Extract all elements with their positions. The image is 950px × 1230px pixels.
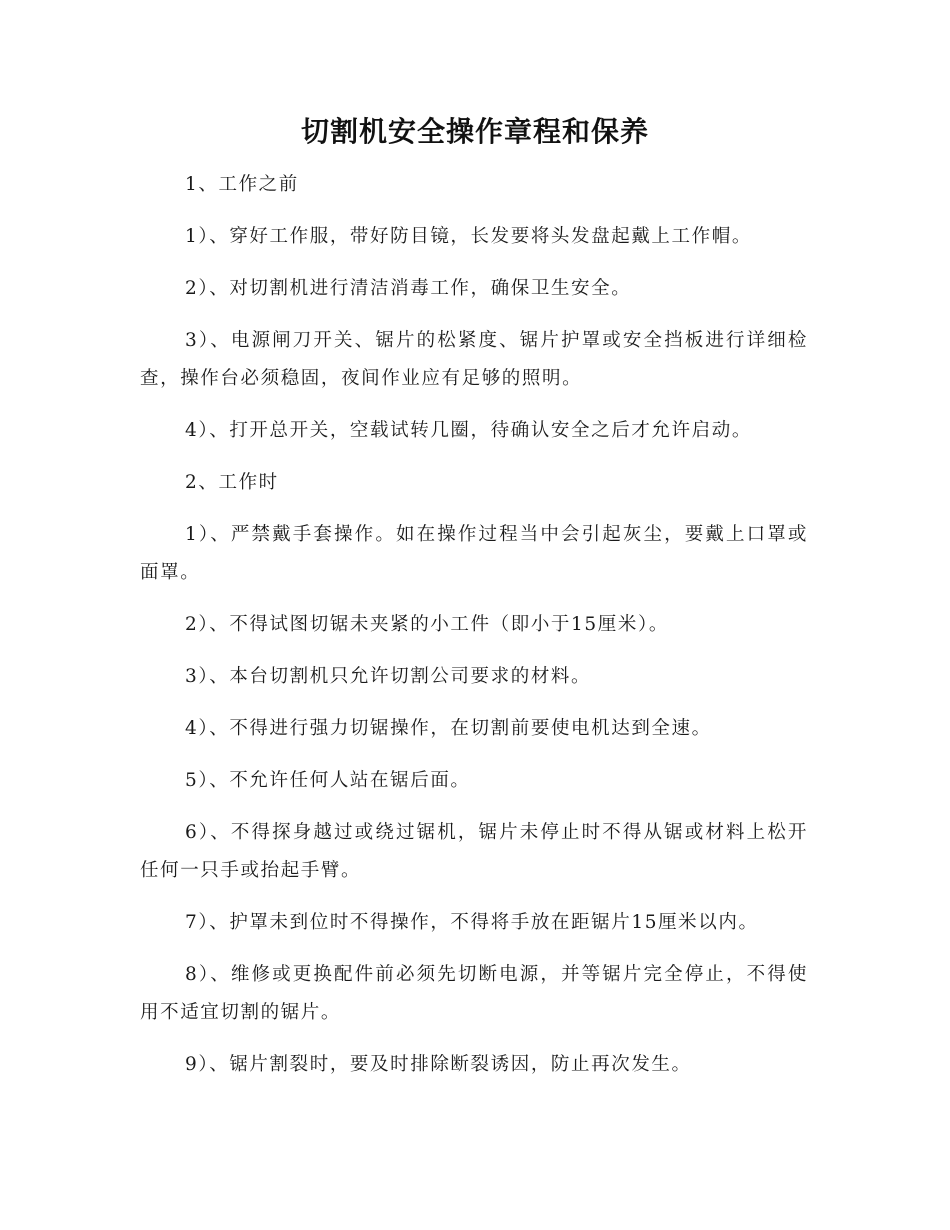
paragraph-2-7: 7）、护罩未到位时不得操作，不得将手放在距锯片15厘米以内。	[185, 912, 759, 933]
paragraph-2-4: 4）、不得进行强力切锯操作，在切割前要使电机达到全速。	[185, 718, 712, 739]
paragraph-1-1: 1）、穿好工作服，带好防目镜，长发要将头发盘起戴上工作帽。	[185, 226, 752, 247]
paragraph-2-5: 5）、不允许任何人站在锯后面。	[185, 770, 471, 791]
paragraph-1-4: 4）、打开总开关，空载试转几圈，待确认安全之后才允许启动。	[185, 420, 752, 441]
paragraph-2-8: 8）、维修或更换配件前必须先切断电源，并等锯片完全停止，不得使用不适宜切割的锯片。	[140, 964, 808, 1023]
paragraph-1-3: 3）、电源闸刀开关、锯片的松紧度、锯片护罩或安全挡板进行详细检查，操作台必须稳固，夜间作业应有足够的照明。	[140, 330, 808, 389]
document-body	[140, 166, 808, 1098]
paragraph-2-1: 1）、严禁戴手套操作。如在操作过程当中会引起灰尘，要戴上口罩或面罩。	[140, 524, 808, 583]
paragraph-2-6: 6）、不得探身越过或绕过锯机，锯片未停止时不得从锯或材料上松开任何一只手或抬起手臂。	[140, 822, 808, 881]
document-title: 切割机安全操作章程和保养	[300, 115, 649, 148]
paragraph-1-2: 2）、对切割机进行清洁消毒工作，确保卫生安全。	[185, 278, 632, 299]
paragraph-2-2: 2）、不得试图切锯未夹紧的小工件（即小于15厘米）。	[185, 614, 669, 635]
paragraph-2-9: 9）、锯片割裂时，要及时排除断裂诱因，防止再次发生。	[185, 1054, 692, 1075]
paragraph-section-1-heading: 1、工作之前	[185, 174, 299, 195]
paragraph-2-3: 3）、本台切割机只允许切割公司要求的材料。	[185, 666, 592, 687]
paragraph-section-2-heading: 2、工作时	[185, 472, 279, 493]
